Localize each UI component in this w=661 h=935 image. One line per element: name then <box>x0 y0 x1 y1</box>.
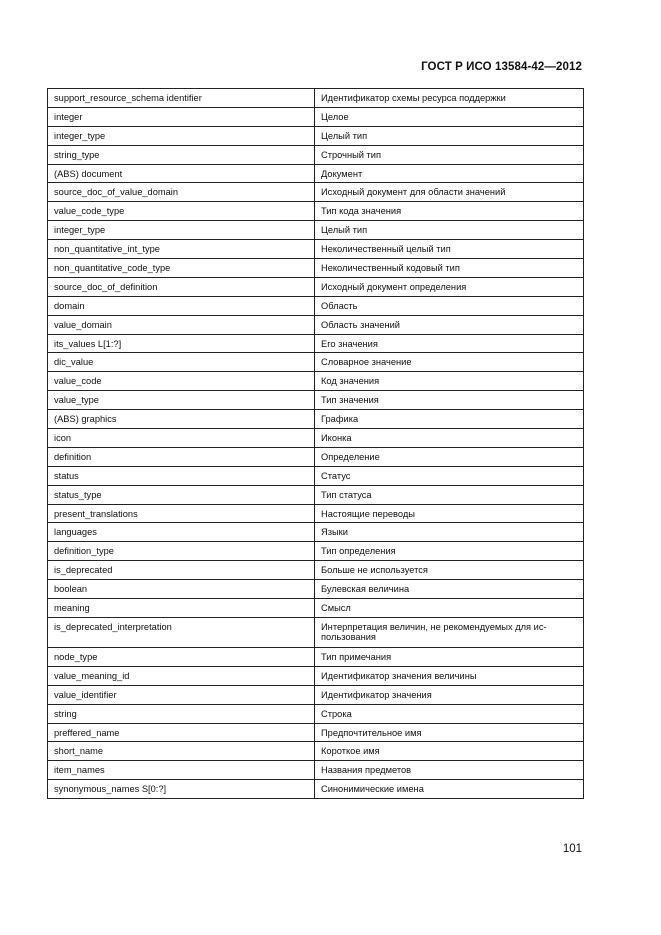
table-row <box>48 666 584 685</box>
term-russian: Область <box>315 296 584 315</box>
term-russian: Код значения <box>315 372 584 391</box>
term-english: support_resource_schema identifier <box>48 89 315 108</box>
term-english: is_deprecated_interpretation <box>48 617 315 647</box>
term-russian: Целый тип <box>315 126 584 145</box>
term-russian: Тип статуса <box>315 485 584 504</box>
term-english: source_doc_of_value_domain <box>48 183 315 202</box>
table-row <box>48 126 584 145</box>
term-english: value_code_type <box>48 202 315 221</box>
term-russian: Предпочтительное имя <box>315 723 584 742</box>
table-row <box>48 164 584 183</box>
term-russian: Графика <box>315 410 584 429</box>
term-russian: Тип кода значения <box>315 202 584 221</box>
table-row <box>48 485 584 504</box>
term-english: value_code <box>48 372 315 391</box>
term-english: value_identifier <box>48 685 315 704</box>
term-russian: Исходный документ для области значений <box>315 183 584 202</box>
page-number: 101 <box>562 843 582 855</box>
table-row <box>48 780 584 799</box>
table-row <box>48 107 584 126</box>
term-english: preffered_name <box>48 723 315 742</box>
term-russian: Интерпретация величин, не рекомендуемых для ис- пользования <box>315 617 584 647</box>
table-row <box>48 685 584 704</box>
term-english: languages <box>48 523 315 542</box>
terms-table <box>47 88 584 799</box>
term-english: is_deprecated <box>48 561 315 580</box>
table-row <box>48 353 584 372</box>
term-russian: Тип определения <box>315 542 584 561</box>
table-row <box>48 761 584 780</box>
term-russian: Булевская величина <box>315 580 584 599</box>
table-row <box>48 723 584 742</box>
table-row <box>48 504 584 523</box>
term-english: boolean <box>48 580 315 599</box>
term-russian: Целое <box>315 107 584 126</box>
table-row <box>48 429 584 448</box>
term-russian: Иконка <box>315 429 584 448</box>
table-row <box>48 315 584 334</box>
term-russian: Документ <box>315 164 584 183</box>
term-english: present_translations <box>48 504 315 523</box>
table-row <box>48 561 584 580</box>
table-row <box>48 742 584 761</box>
term-russian: Синонимические имена <box>315 780 584 799</box>
term-english: (ABS) graphics <box>48 410 315 429</box>
table-row <box>48 391 584 410</box>
term-russian: Идентификатор значения величины <box>315 666 584 685</box>
term-english: item_names <box>48 761 315 780</box>
term-russian: Неколичественный целый тип <box>315 240 584 259</box>
table-row <box>48 580 584 599</box>
table-row <box>48 183 584 202</box>
term-russian: Тип примечания <box>315 647 584 666</box>
term-russian: Строчный тип <box>315 145 584 164</box>
table-row <box>48 145 584 164</box>
term-english: synonymous_names S[0:?] <box>48 780 315 799</box>
term-russian: Тип значения <box>315 391 584 410</box>
term-english: string <box>48 704 315 723</box>
term-russian: Словарное значение <box>315 353 584 372</box>
table-row <box>48 296 584 315</box>
term-english: non_quantitative_int_type <box>48 240 315 259</box>
term-english: value_type <box>48 391 315 410</box>
term-english: integer <box>48 107 315 126</box>
term-russian: Строка <box>315 704 584 723</box>
term-russian: Статус <box>315 466 584 485</box>
term-russian: Идентификатор схемы ресурса поддержки <box>315 89 584 108</box>
term-russian: Неколичественный кодовый тип <box>315 259 584 278</box>
term-russian: Определение <box>315 447 584 466</box>
term-english: domain <box>48 296 315 315</box>
term-english: node_type <box>48 647 315 666</box>
table-row <box>48 240 584 259</box>
table-row <box>48 617 584 647</box>
term-english: value_domain <box>48 315 315 334</box>
term-russian: Его значения <box>315 334 584 353</box>
table-row <box>48 542 584 561</box>
term-english: dic_value <box>48 353 315 372</box>
term-russian: Область значений <box>315 315 584 334</box>
term-russian: Исходный документ определения <box>315 277 584 296</box>
term-russian: Целый тип <box>315 221 584 240</box>
term-english: source_doc_of_definition <box>48 277 315 296</box>
terms-table-body <box>48 89 584 799</box>
term-english: string_type <box>48 145 315 164</box>
term-english: short_name <box>48 742 315 761</box>
table-row <box>48 202 584 221</box>
term-english: integer_type <box>48 221 315 240</box>
term-english: definition <box>48 447 315 466</box>
term-russian: Идентификатор значения <box>315 685 584 704</box>
term-russian: Настоящие переводы <box>315 504 584 523</box>
term-english: its_values L[1:?] <box>48 334 315 353</box>
page-header: ГОСТ Р ИСО 13584-42—2012 <box>421 61 582 73</box>
table-row <box>48 599 584 618</box>
term-english: status_type <box>48 485 315 504</box>
table-row <box>48 704 584 723</box>
term-english: status <box>48 466 315 485</box>
table-row <box>48 334 584 353</box>
table-row <box>48 447 584 466</box>
table-row <box>48 410 584 429</box>
term-english: (ABS) document <box>48 164 315 183</box>
term-russian: Короткое имя <box>315 742 584 761</box>
term-russian: Названия предметов <box>315 761 584 780</box>
table-row <box>48 89 584 108</box>
term-russian: Смысл <box>315 599 584 618</box>
table-row <box>48 259 584 278</box>
term-russian: Больше не используется <box>315 561 584 580</box>
term-english: icon <box>48 429 315 448</box>
table-row <box>48 221 584 240</box>
term-english: non_quantitative_code_type <box>48 259 315 278</box>
table-row <box>48 277 584 296</box>
term-english: integer_type <box>48 126 315 145</box>
term-russian: Языки <box>315 523 584 542</box>
term-english: value_meaning_id <box>48 666 315 685</box>
term-english: meaning <box>48 599 315 618</box>
table-row <box>48 523 584 542</box>
table-row <box>48 466 584 485</box>
term-english: definition_type <box>48 542 315 561</box>
table-row <box>48 372 584 391</box>
table-row <box>48 647 584 666</box>
